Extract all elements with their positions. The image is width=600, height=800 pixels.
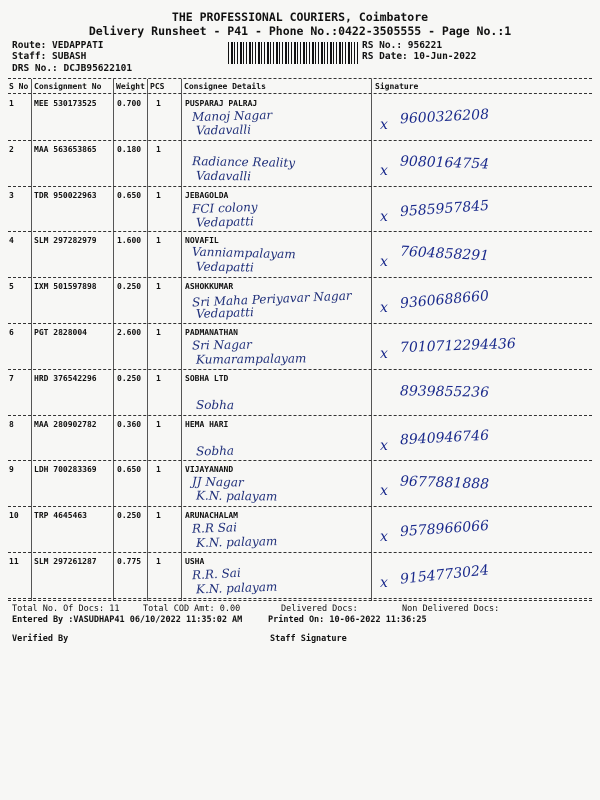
row-signature-phone: 9585957845 <box>399 197 490 220</box>
row-address-line-1: R.R. Sai <box>191 565 242 583</box>
row-signature-phone: 9154773024 <box>399 562 490 588</box>
column-line <box>113 79 114 601</box>
row-address-line-1: Sri Maha Periyavar Nagar <box>191 288 352 310</box>
row-signature-phone: 9080164754 <box>399 153 490 173</box>
row-signature-phone: 9677881888 <box>399 473 490 493</box>
row-sno: 9 <box>9 465 14 475</box>
rs-date: RS Date: 10-Jun-2022 <box>362 51 477 62</box>
delivered-docs: Delivered Docs: <box>281 604 358 614</box>
col-pcs: PCS <box>150 82 165 91</box>
row-pcs: 1 <box>156 511 161 521</box>
row-weight: 0.650 <box>117 465 142 475</box>
row-consignee-name: JEBAGOLDA <box>185 190 229 200</box>
row-address-line-2: Vedapatti <box>195 305 255 322</box>
row-weight: 0.250 <box>117 282 142 292</box>
row-pcs: 1 <box>156 144 161 154</box>
row-divider <box>8 415 592 416</box>
total-cod: Total COD Amt: 0.00 <box>143 604 241 614</box>
row-consignee-name: PADMANATHAN <box>185 328 238 337</box>
row-weight: 1.600 <box>117 236 142 246</box>
col-consignee: Consignee Details <box>184 82 266 91</box>
row-divider <box>8 598 592 599</box>
row-consignment: IXM 501597898 <box>34 282 97 292</box>
row-pcs: 1 <box>156 190 161 200</box>
row-consignment: PGT 2828004 <box>34 328 87 337</box>
row-signature-phone: 9578966066 <box>399 518 490 541</box>
row-address-line-2: Vadavalli <box>195 168 252 184</box>
row-sno: 5 <box>9 282 14 292</box>
company-title: THE PROFESSIONAL COURIERS, Coimbatore <box>171 10 429 24</box>
row-pcs: 1 <box>156 373 161 383</box>
barcode <box>228 42 358 64</box>
row-weight: 0.250 <box>117 511 142 521</box>
col-signature: Signature <box>375 82 419 91</box>
row-address-line-2: Sobha <box>195 397 235 412</box>
route: Route: VEDAPPATI <box>12 40 104 51</box>
printed-on: Printed On: 10-06-2022 11:36:25 <box>268 615 427 625</box>
row-address-line-2: K.N. palayam <box>195 534 278 551</box>
row-weight: 0.250 <box>117 373 142 383</box>
row-consignment: LDH 700283369 <box>34 465 97 475</box>
divider <box>8 93 592 94</box>
row-signature-mark: x <box>380 254 388 271</box>
column-line <box>181 79 182 601</box>
column-line <box>371 79 372 601</box>
row-divider <box>8 552 592 553</box>
row-signature-phone: 7010712294436 <box>399 335 517 357</box>
divider <box>8 600 592 601</box>
row-signature-phone: 8940946746 <box>399 427 490 448</box>
row-signature-mark: x <box>380 437 388 454</box>
verified-by: Verified By <box>12 634 69 644</box>
column-line <box>147 79 148 601</box>
row-sno: 11 <box>9 557 19 566</box>
row-consignee-name: VIJAYANAND <box>185 465 234 475</box>
row-signature-mark: x <box>380 529 388 546</box>
row-signature-mark: x <box>380 300 388 317</box>
row-address-line-2: K.N. palayam <box>195 488 278 504</box>
row-signature-mark: x <box>380 575 388 591</box>
col-consignment: Consignment No <box>34 82 102 91</box>
row-address-line-2: Vedapatti <box>195 259 254 275</box>
row-signature-phone: 7604858291 <box>399 244 490 265</box>
total-docs: Total No. Of Docs: 11 <box>12 604 120 614</box>
row-divider <box>8 231 592 232</box>
row-sno: 1 <box>9 99 14 108</box>
row-divider <box>8 140 592 141</box>
row-consignment: MAA 280902782 <box>34 419 97 429</box>
row-consignment: SLM 297282979 <box>34 236 97 246</box>
row-consignment: HRD 376542296 <box>34 373 97 383</box>
row-consignee-name: ARUNACHALAM <box>185 511 238 521</box>
row-consignment: TRP 4645463 <box>34 511 87 521</box>
row-consignment: SLM 297261287 <box>34 557 97 566</box>
row-consignee-name: USHA <box>185 557 205 566</box>
row-signature-mark: x <box>380 208 388 225</box>
row-divider <box>8 369 592 370</box>
entered-by: Entered By :VASUDHAP41 06/10/2022 11:35:02 AM <box>12 615 243 625</box>
row-address-line-2: Vadavalli <box>195 122 252 138</box>
row-divider <box>8 460 592 461</box>
row-weight: 0.650 <box>117 190 142 200</box>
row-sno: 4 <box>9 236 14 246</box>
row-pcs: 1 <box>156 465 161 475</box>
non-delivered-docs: Non Delivered Docs: <box>402 604 500 614</box>
row-pcs: 1 <box>156 419 161 429</box>
row-pcs: 1 <box>156 236 161 246</box>
row-address-line-2: Sobha <box>195 443 235 458</box>
row-sno: 3 <box>9 190 14 200</box>
staff-signature-label: Staff Signature <box>270 634 347 644</box>
row-divider <box>8 186 592 187</box>
row-weight: 0.775 <box>117 557 142 566</box>
row-sno: 2 <box>9 144 14 154</box>
row-consignee-name: ASHOKKUMAR <box>185 282 234 292</box>
row-sno: 7 <box>9 373 14 383</box>
rs-number: RS No.: 956221 <box>362 40 443 51</box>
row-pcs: 1 <box>156 99 161 108</box>
row-divider <box>8 506 592 507</box>
runsheet-title: Delivery Runsheet - P41 - Phone No.:0422-3505555 - Page No.:1 <box>88 24 512 38</box>
row-divider <box>8 277 592 278</box>
row-consignee-name: NOVAFIL <box>185 236 219 246</box>
row-weight: 2.600 <box>117 328 142 337</box>
column-line <box>31 79 32 601</box>
row-signature-mark: x <box>380 346 388 362</box>
row-signature-mark: x <box>380 483 388 500</box>
row-consignee-name: PUSPARAJ PALRAJ <box>185 99 258 108</box>
row-consignee-name: SOBHA LTD <box>185 373 229 383</box>
drs-number: DRS No.: DCJB95622101 <box>12 63 133 74</box>
row-address-line-1: Manoj Nagar <box>191 107 273 125</box>
row-consignee-name: HEMA HARI <box>185 419 229 429</box>
col-sno: S No <box>9 82 29 91</box>
row-consignment: TDR 950022963 <box>34 190 97 200</box>
row-weight: 0.700 <box>117 99 142 108</box>
row-pcs: 1 <box>156 282 161 292</box>
row-pcs: 1 <box>156 328 161 337</box>
row-weight: 0.180 <box>117 144 142 154</box>
row-signature-mark: x <box>380 162 388 179</box>
row-address-line-2: Kumarampalayam <box>195 351 307 367</box>
row-sno: 10 <box>9 511 19 521</box>
divider <box>8 78 592 79</box>
row-signature-phone: 8939855236 <box>399 383 490 401</box>
row-sno: 6 <box>9 328 14 337</box>
row-consignment: MAA 563653865 <box>34 144 97 154</box>
row-pcs: 1 <box>156 557 161 566</box>
row-address-line-1: JJ Nagar <box>191 474 244 490</box>
row-signature-phone: 9360688660 <box>399 288 490 313</box>
staff: Staff: SUBASH <box>12 51 87 62</box>
row-address-line-2: Vedapatti <box>195 213 254 230</box>
col-weight: Weight <box>116 82 145 91</box>
row-address-line-1: Sri Nagar <box>191 337 252 353</box>
row-sno: 8 <box>9 419 14 429</box>
row-address-line-1: Radiance Reality <box>191 153 296 170</box>
row-address-line-1: FCI colony <box>191 199 258 216</box>
row-divider <box>8 323 592 324</box>
row-consignment: MEE 530173525 <box>34 99 97 108</box>
row-weight: 0.360 <box>117 419 142 429</box>
row-address-line-2: K.N. palayam <box>195 579 278 597</box>
row-signature-mark: x <box>380 117 388 133</box>
row-address-line-1: R.R Sai <box>191 520 238 536</box>
row-signature-phone: 9600326208 <box>399 106 490 128</box>
row-address-line-1: Vanniampalayam <box>191 245 296 262</box>
